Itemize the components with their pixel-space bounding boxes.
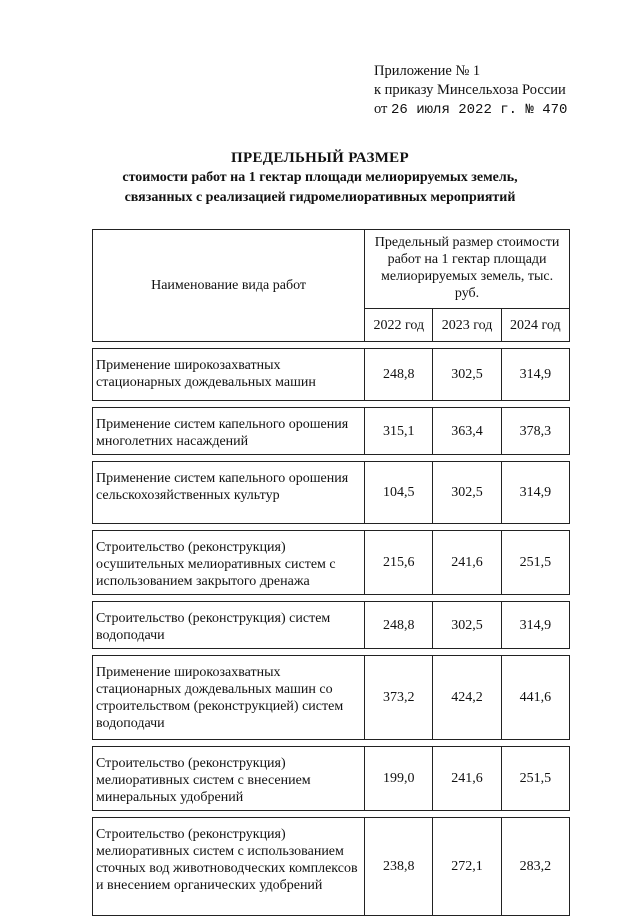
work-type-cell: Применение широкозахватных стационарных дождевальных машин со строительством (реконструкцией) систем водоподачи (93, 656, 365, 740)
table-row (93, 349, 570, 401)
table-spacer (93, 401, 570, 408)
attachment-date-line (374, 100, 567, 120)
year-header: 2022 год (365, 309, 433, 342)
year-header: 2023 год (433, 309, 501, 342)
cost-table (92, 229, 570, 916)
cost-cell-2023: 272,1 (433, 818, 501, 916)
attachment-number: Приложение № 1 (374, 63, 481, 79)
table-spacer (93, 524, 570, 531)
title-sub-2: связанных с реализацией гидромелиоративных мероприятий (124, 190, 516, 205)
cost-cell-2023: 241,6 (433, 747, 501, 811)
cost-cell-2024: 314,9 (501, 602, 569, 649)
work-type-cell: Строительство (реконструкция) систем водоподачи (93, 602, 365, 649)
cost-cell-2024: 441,6 (501, 656, 569, 740)
attachment-header (374, 62, 567, 120)
cost-cell-2022: 238,8 (365, 818, 433, 916)
cost-cell-2022: 248,8 (365, 349, 433, 401)
cost-cell-2022: 215,6 (365, 531, 433, 595)
cost-cell-2022: 248,8 (365, 602, 433, 649)
work-type-cell: Применение широкозахватных стационарных дождевальных машин (93, 349, 365, 401)
document-title (0, 150, 640, 207)
cost-cell-2024: 314,9 (501, 349, 569, 401)
cost-cell-2024: 378,3 (501, 408, 569, 455)
cost-cell-2022: 199,0 (365, 747, 433, 811)
year-header: 2024 год (501, 309, 569, 342)
table-spacer (93, 342, 570, 349)
attachment-date-prefix: от (374, 101, 392, 117)
cost-cell-2023: 241,6 (433, 531, 501, 595)
table-row (93, 747, 570, 811)
table-spacer (93, 811, 570, 818)
table-spacer (93, 455, 570, 462)
table-row (93, 531, 570, 595)
cost-cell-2024: 314,9 (501, 462, 569, 524)
col-group-header: Предельный размер стоимости работ на 1 гектар площади мелиорируемых земель, тыс. руб. (365, 230, 570, 309)
cost-cell-2024: 251,5 (501, 747, 569, 811)
cost-cell-2022: 104,5 (365, 462, 433, 524)
table-row (93, 408, 570, 455)
table-row (93, 602, 570, 649)
cost-cell-2023: 302,5 (433, 462, 501, 524)
cost-cell-2023: 424,2 (433, 656, 501, 740)
cost-cell-2022: 373,2 (365, 656, 433, 740)
cost-cell-2023: 363,4 (433, 408, 501, 455)
work-type-cell: Применение систем капельного орошения сельскохозяйственных культур (93, 462, 365, 524)
cost-cell-2023: 302,5 (433, 349, 501, 401)
cost-cell-2024: 251,5 (501, 531, 569, 595)
work-type-cell: Строительство (реконструкция) осушительных мелиоративных систем с использованием закрытого дренажа (93, 531, 365, 595)
table-spacer (93, 595, 570, 602)
title-sub-1: стоимости работ на 1 гектар площади мелиорируемых земель, (122, 170, 518, 185)
attachment-date: 26 июля 2022 г. № 470 (391, 102, 568, 118)
cost-cell-2024: 283,2 (501, 818, 569, 916)
title-main: ПРЕДЕЛЬНЫЙ РАЗМЕР (231, 150, 409, 166)
cost-cell-2022: 315,1 (365, 408, 433, 455)
attachment-order: к приказу Минсельхоза России (374, 82, 566, 98)
work-type-cell: Применение систем капельного орошения многолетних насаждений (93, 408, 365, 455)
work-type-cell: Строительство (реконструкция) мелиоративных систем с использованием сточных вод животноводческих комплексов и внесением органических удобрений (93, 818, 365, 916)
col-name-header: Наименование вида работ (93, 230, 365, 342)
work-type-cell: Строительство (реконструкция) мелиоративных систем с внесением минеральных удобрений (93, 747, 365, 811)
table-row (93, 656, 570, 740)
table-spacer (93, 740, 570, 747)
cost-cell-2023: 302,5 (433, 602, 501, 649)
table-row (93, 462, 570, 524)
table-row (93, 818, 570, 916)
table-spacer (93, 649, 570, 656)
